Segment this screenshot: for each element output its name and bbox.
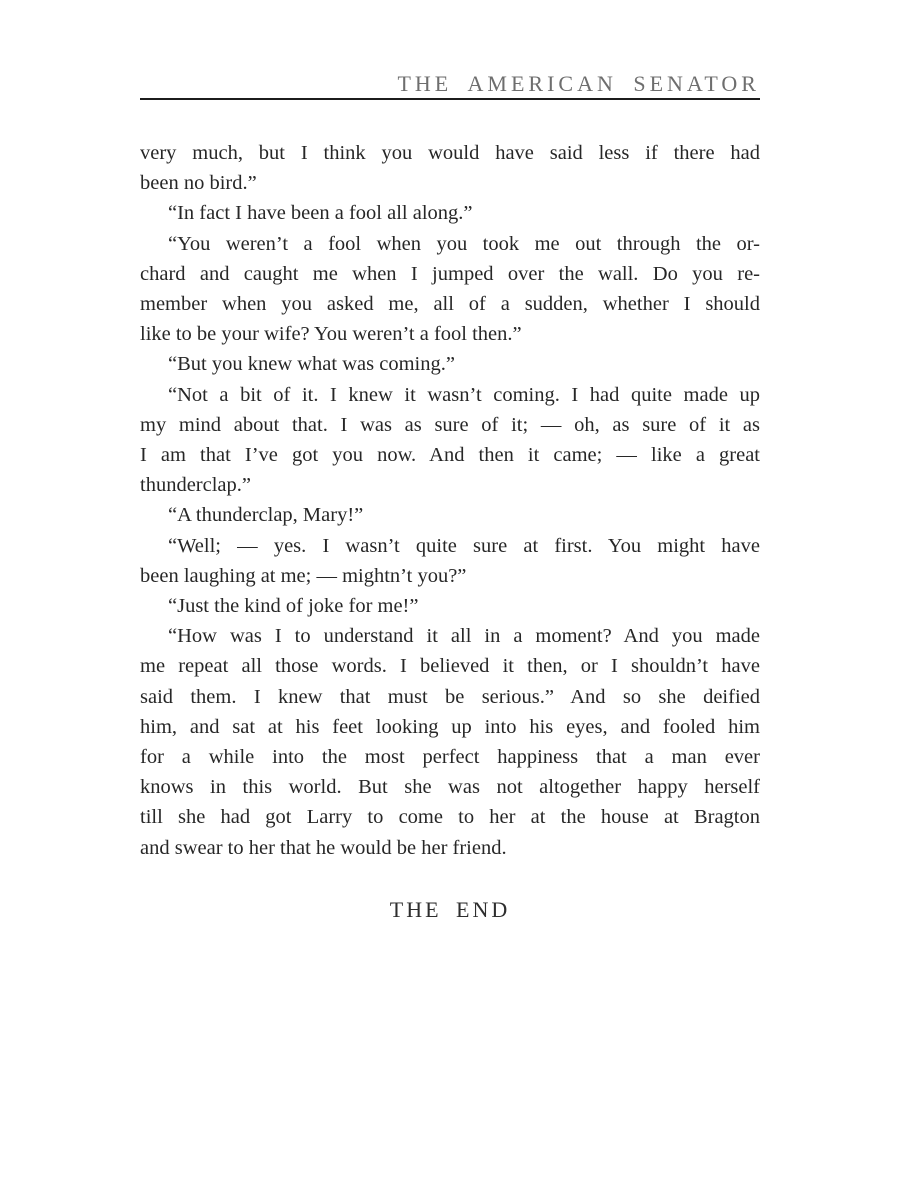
text-line: “How was I to understand it all in a moment? And you made [168,625,760,648]
text-line: been no bird.” [140,172,257,195]
text-line: “Not a bit of it. I knew it wasn’t coming. I had quite made up [168,383,760,406]
text-line: “You weren’t a fool when you took me out through the or- [168,232,760,255]
text-line: “Just the kind of joke for me!” [168,595,419,618]
text-line: been laughing at me; — mightn’t you?” [140,564,467,587]
text-line: and swear to her that he would be her friend. [140,836,507,859]
text-line: my mind about that. I was as sure of it; — oh, as sure of it as [140,413,760,436]
body-text [140,138,760,863]
text-line: thunderclap.” [140,474,251,497]
text-line: for a while into the most perfect happiness that a man ever [140,746,760,769]
text-line: till she had got Larry to come to her at the house at Bragton [140,806,760,829]
text-line: member when you asked me, all of a sudden, whether I should [140,293,760,316]
header-rule [140,98,760,100]
running-header [140,70,760,98]
text-line: said them. I knew that must be serious.” And so she deified [140,685,760,708]
text-line: chard and caught me when I jumped over the wall. Do you re- [140,262,760,285]
text-line: “Well; — yes. I wasn’t quite sure at first. You might have [168,534,760,557]
text-line: I am that I’ve got you now. And then it came; — like a great [140,444,760,467]
text-line: knows in this world. But she was not altogether happy herself [140,776,760,799]
running-header-title: THE AMERICAN SENATOR [397,71,760,96]
text-line: “In fact I have been a fool all along.” [168,202,473,225]
text-line: him, and sat at his feet looking up into his eyes, and fooled him [140,715,760,738]
text-line: me repeat all those words. I believed it then, or I shouldn’t have [140,655,760,678]
text-line: “But you knew what was coming.” [168,353,455,376]
text-line: very much, but I think you would have said less if there had [140,142,760,164]
the-end-label: THE END [389,896,511,922]
text-line: like to be your wife? You weren’t a fool then.” [140,323,522,346]
text-line: “A thunderclap, Mary!” [168,504,364,527]
